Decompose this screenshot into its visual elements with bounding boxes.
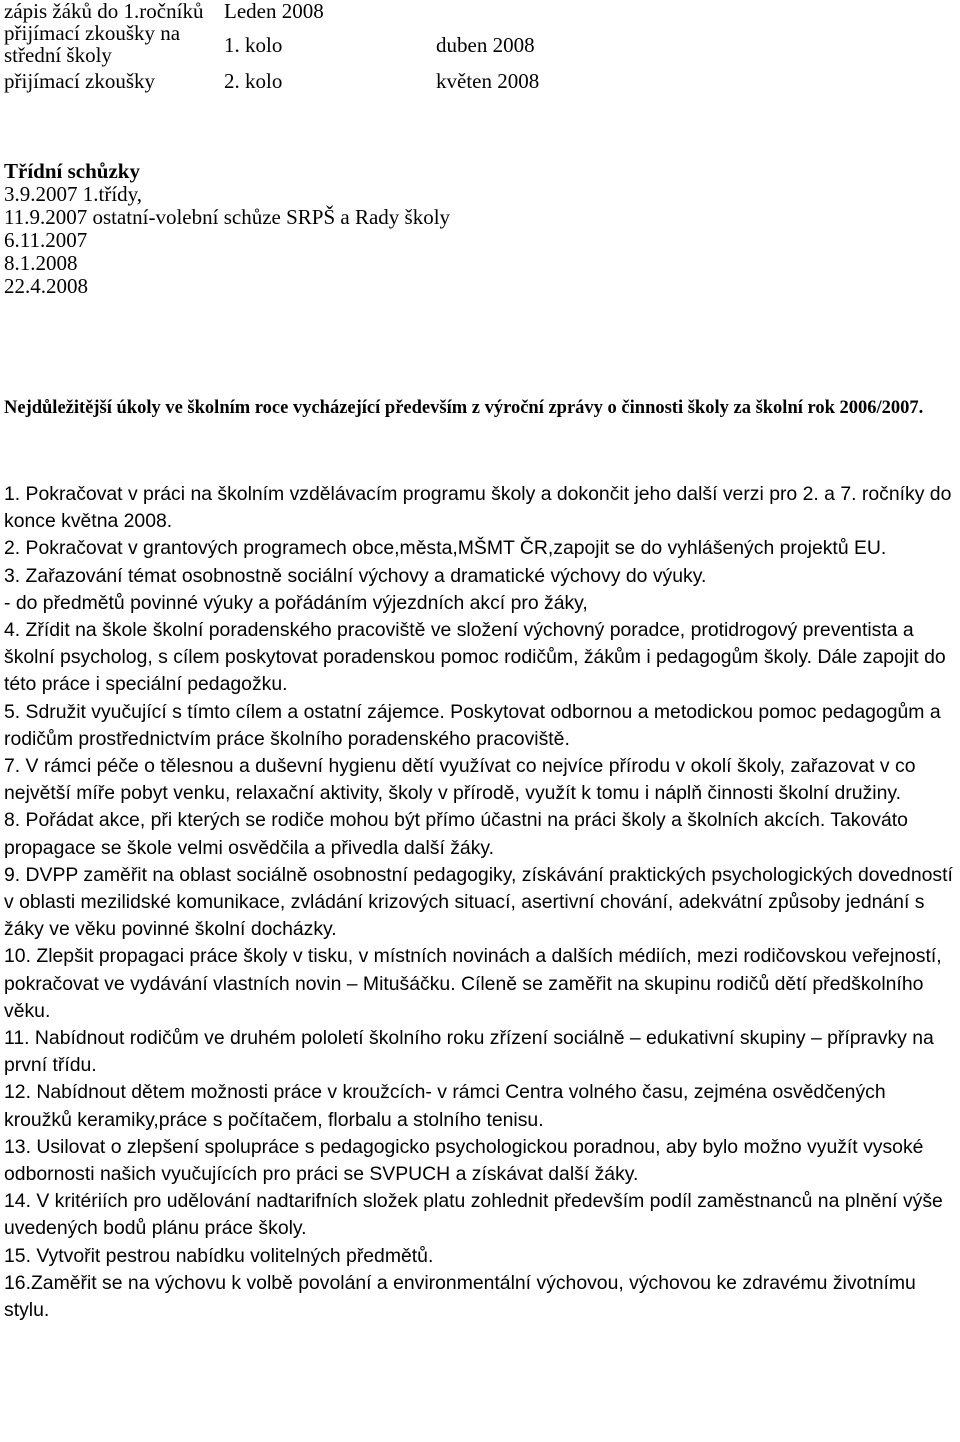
- task-item: 15. Vytvořit pestrou nabídku volitelných předmětů.: [4, 1244, 434, 1267]
- meetings-title: Třídní schůzky: [4, 159, 140, 183]
- schedule-row3-round: 2. kolo: [224, 69, 283, 93]
- meeting-item: 3.9.2007 1.třídy,: [4, 182, 143, 206]
- meeting-item: 11.9.2007 ostatní-volební schůze SRPŠ a Rady školy: [4, 205, 451, 229]
- task-item: 7. V rámci péče o tělesnou a duševní hygienu dětí využívat co nejvíce přírodu v okolí školy, zařazovat v co největší míře pobyt venku, relaxační aktivity, školy v přírodě, využít k tomu i náplň činnosti školní družiny.: [4, 755, 916, 805]
- meeting-item: 22.4.2008: [4, 274, 88, 298]
- task-item: 12. Nabídnout dětem možnosti práce v kroužcích- v rámci Centra volného času, zejména osvědčených kroužků keramiky,práce s počítačem, florbalu a stolního tenisu.: [4, 1081, 886, 1131]
- task-item: - do předmětů povinné výuky a pořádáním výjezdních akcí pro žáky,: [4, 591, 588, 614]
- task-item: 1. Pokračovat v práci na školním vzdělávacím programu školy a dokončit jeho další verzi pro 2. a 7. ročníky do konce května 2008.: [4, 483, 952, 533]
- meetings-section: [4, 160, 450, 298]
- schedule-row2-label-line1: přijímací zkoušky na: [4, 21, 181, 45]
- task-item: 9. DVPP zaměřit na oblast sociálně osobnostní pedagogiky, získávání praktických psychologických dovedností v oblasti mezilidské komunikace, zvládání krizových situací, asertivní chování, adekvátní způsoby jednání s žáky ve věku povinné školní docházky.: [4, 863, 953, 941]
- schedule-row3-label: přijímací zkoušky: [4, 69, 156, 93]
- task-item: 14. V kritériích pro udělování nadtarifních složek platu zohlednit především podíl zaměstnanců na plnění výše uvedených bodů plánu práce školy.: [4, 1190, 943, 1240]
- task-item: 11. Nabídnout rodičům ve druhém pololetí školního roku zřízení sociálně – edukativní skupiny – přípravky na první třídu.: [4, 1027, 934, 1077]
- schedule-row2-date: duben 2008: [436, 33, 535, 57]
- task-item: 5. Sdružit vyučující s tímto cílem a ostatní zájemce. Poskytovat odbornou a metodickou pomoc pedagogům a rodičům prostřednictvím práce školního poradenského pracoviště.: [4, 700, 941, 750]
- task-item: 10. Zlepšit propagaci práce školy v tisku, v místních novinách a dalších médiích, mezi rodičovskou veřejností, pokračovat ve vydávání vlastních novin – Mitušáčku. Cíleně se zaměřit na skupinu rodičů dětí předškolního věku.: [4, 945, 942, 1022]
- schedule-row1-label: zápis žáků do 1.ročníků: [4, 0, 204, 23]
- meeting-item: 8.1.2008: [4, 251, 78, 275]
- task-item: 13. Usilovat o zlepšení spolupráce s pedagogicko psychologickou poradnou, aby bylo možno využít vysoké odbornosti našich vyučujících pro práci se SVPUCH a získávat další žáky.: [4, 1135, 924, 1186]
- task-list: [4, 481, 958, 1324]
- schedule-row2-label: [4, 22, 180, 66]
- meeting-item: 6.11.2007: [4, 228, 88, 252]
- goals-heading: Nejdůležitější úkoly ve školním roce vycházející především z výroční zprávy o činnosti školy za školní rok 2006/2007.: [4, 398, 924, 418]
- task-item: 8. Pořádat akce, při kterých se rodiče mohou být přímo účastni na práci školy a školních akcích. Takováto propagace se škole velmi osvědčila a přivedla další žáky.: [4, 809, 908, 859]
- task-item: 16.Zaměřit se na výchovu k volbě povolání a environmentální výchovou, výchovou ke zdravému životnímu stylu.: [4, 1271, 916, 1322]
- schedule-row2-label-line2: střední školy: [4, 43, 112, 67]
- task-item: 2. Pokračovat v grantových programech obce,města,MŠMT ČR,zapojit se do vyhlášených projektů EU.: [4, 537, 887, 560]
- task-item: 3. Zařazování témat osobnostně sociální výchovy a dramatické výchovy do výuky.: [4, 564, 707, 587]
- schedule-row1-date: Leden 2008: [224, 0, 324, 23]
- schedule-row3-date: květen 2008: [436, 69, 540, 93]
- schedule-row2-round: 1. kolo: [224, 33, 283, 57]
- task-item: 4. Zřídit na škole školní poradenského pracoviště ve složení výchovný poradce, protidrogový preventista a školní psycholog, s cílem poskytovat poradenskou pomoc rodičům, žákům i pedagogům školy. Dále zapojit do této práce i speciální pedagožku.: [4, 619, 946, 696]
